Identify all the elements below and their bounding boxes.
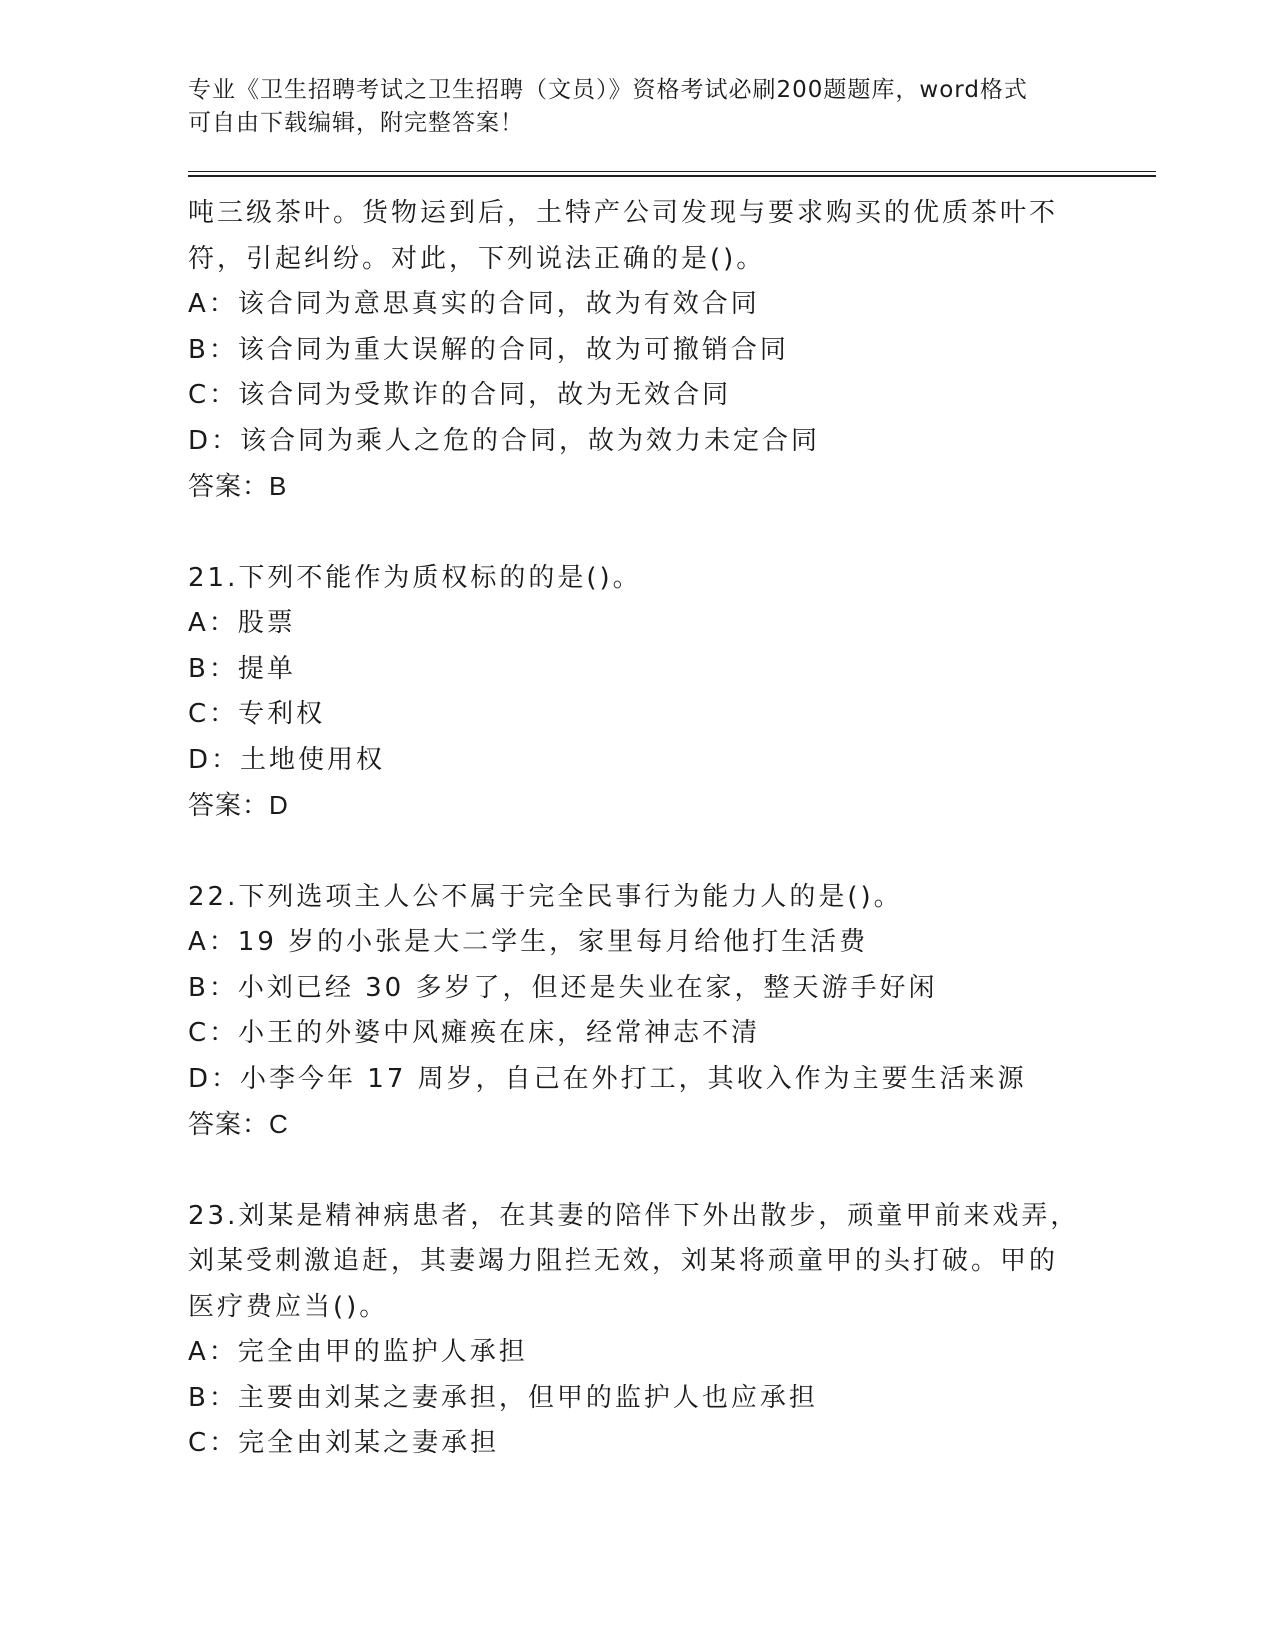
answer-line: 答案：B [188, 471, 288, 501]
header-divider-bottom [188, 175, 1156, 177]
question-text-line: 22.下列选项主人公不属于完全民事行为能力人的是()。 [188, 881, 903, 912]
option-a: A：完全由甲的监护人承担 [188, 1337, 528, 1367]
option-a: A：股票 [188, 608, 296, 638]
question-22 [188, 875, 1088, 1148]
header-divider-top [188, 171, 1156, 172]
document-header [188, 74, 1088, 140]
question-text-line: 23.刘某是精神病患者，在其妻的陪伴下外出散步，顽童甲前来戏弄， [188, 1200, 1080, 1231]
option-b: B：主要由刘某之妻承担，但甲的监护人也应承担 [188, 1382, 818, 1413]
question-23 [188, 1194, 1088, 1467]
question-text-line: 符，引起纠纷。对此，下列说法正确的是()。 [188, 243, 766, 274]
question-list [188, 191, 1088, 1467]
question-text-line: 刘某受刺激追赶，其妻竭力阻拦无效，刘某将顽童甲的头打破。甲的 [188, 1246, 1059, 1276]
option-a: A：19 岁的小张是大二学生，家里每月给他打生活费 [188, 927, 869, 957]
option-d: D：该合同为乘人之危的合同，故为效力未定合同 [188, 425, 821, 456]
answer-line: 答案：C [188, 1109, 289, 1139]
option-b: B：小刘已经 30 多岁了，但还是失业在家，整天游手好闲 [188, 972, 938, 1003]
question-text-line: 21.下列不能作为质权标的的是()。 [188, 562, 642, 593]
option-c: C：该合同为受欺诈的合同，故为无效合同 [188, 380, 732, 410]
option-c: C：专利权 [188, 699, 326, 729]
header-line-2: 可自由下载编辑，附完整答案！ [188, 110, 524, 136]
option-c: C：完全由刘某之妻承担 [188, 1428, 500, 1458]
option-b: B：提单 [188, 653, 296, 684]
option-d: D：小李今年 17 周岁，自己在外打工，其收入作为主要生活来源 [188, 1063, 1027, 1094]
option-b: B：该合同为重大误解的合同，故为可撤销合同 [188, 334, 789, 365]
header-line-1: 专业《卫生招聘考试之卫生招聘（文员）》资格考试必刷200题题库，word格式 [188, 77, 1028, 103]
question-21 [188, 556, 1088, 829]
option-c: C：小王的外婆中风瘫痪在床，经常神志不清 [188, 1018, 761, 1048]
answer-line: 答案：D [188, 790, 289, 820]
question-text-line: 吨三级茶叶。货物运到后，土特产公司发现与要求购买的优质茶叶不 [188, 198, 1059, 228]
option-d: D：土地使用权 [188, 744, 386, 775]
option-a: A：该合同为意思真实的合同，故为有效合同 [188, 289, 760, 319]
question-text-line: 医疗费应当()。 [188, 1291, 389, 1322]
question-continued [188, 191, 1088, 510]
